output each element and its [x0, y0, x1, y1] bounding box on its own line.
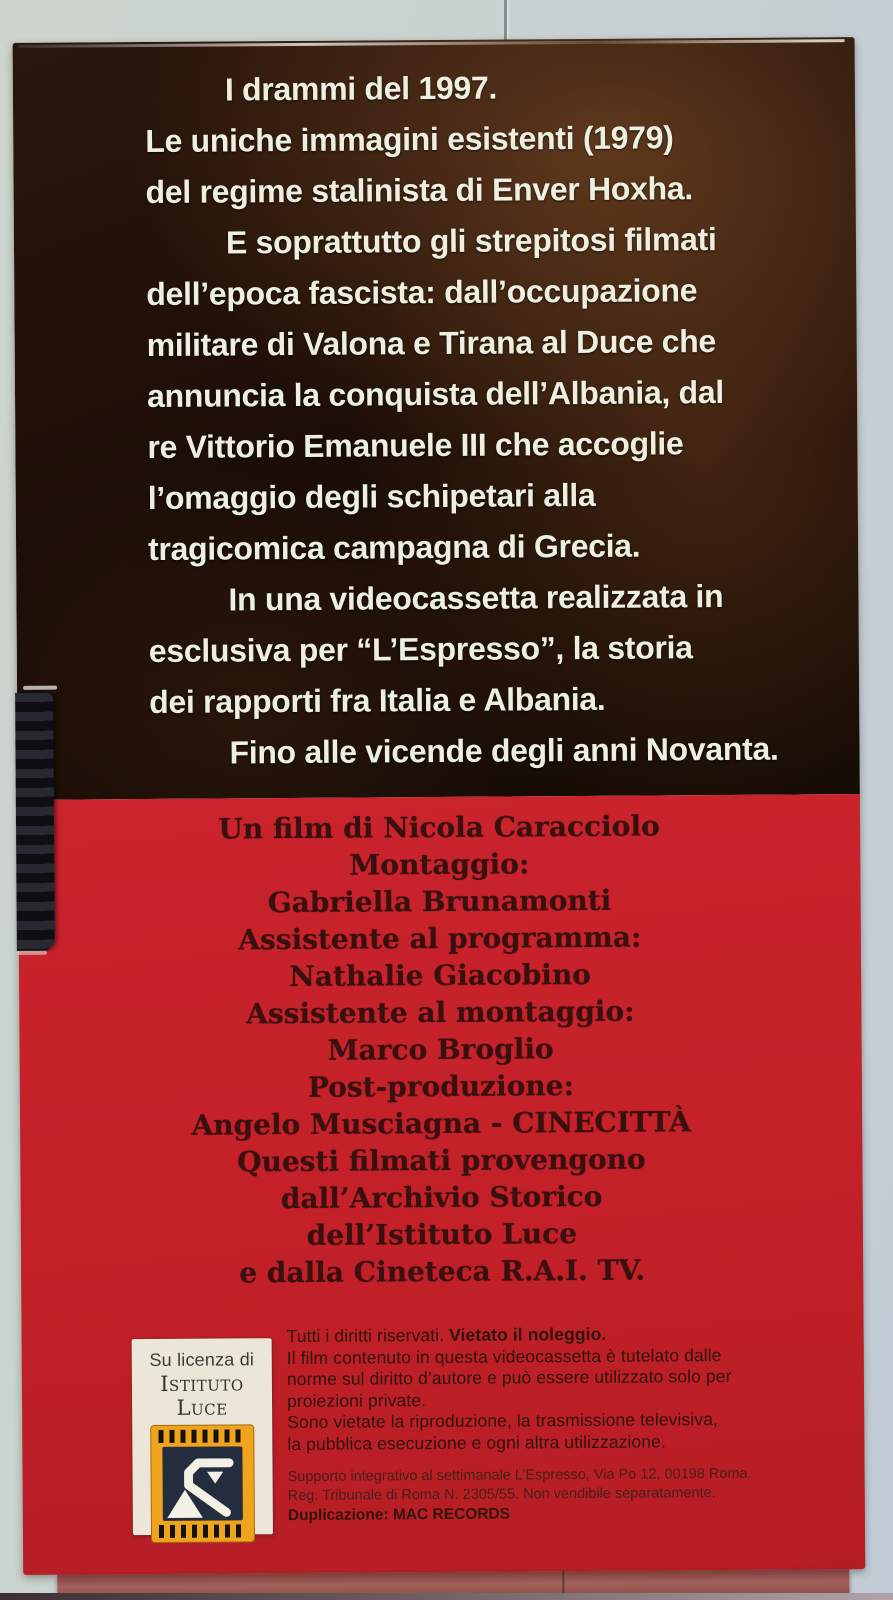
synopsis-line: militare di Valona e Tirana al Duce che [146, 323, 717, 364]
license-prefix-label: Su licenza di [149, 1349, 255, 1371]
credit-line: Marco Broglio [327, 1032, 554, 1067]
credit-line: Assistente al montaggio: [246, 994, 635, 1031]
credits-section [18, 794, 865, 1575]
synopsis-line: l’omaggio degli schipetari alla [147, 476, 596, 517]
credit-line: Questi filmati provengono [237, 1142, 646, 1179]
credit-line: Nathalie Giacobino [289, 957, 592, 994]
vhs-box-cover [13, 37, 866, 1575]
synopsis-line: annuncia la conquista dell’Albania, dal [146, 374, 725, 415]
credit-line: Montaggio: [349, 847, 530, 882]
synopsis-line: re Vittorio Emanuele III che accoglie [147, 425, 684, 466]
flap-seam-line [562, 1571, 564, 1598]
synopsis-line: esclusiva per “L’Espresso”, la storia [148, 629, 693, 670]
legal-line: Il film contenuto in questa videocassetta è tutelato dalle [286, 1344, 722, 1368]
luce-emblem-icon [162, 1446, 243, 1521]
legal-line: la pubblica esecuzione e ogni altra utilizzazione. [287, 1430, 666, 1454]
synopsis-section [13, 37, 860, 800]
box-bottom-flap [57, 1569, 849, 1600]
istituto-luce-logo-icon [151, 1425, 254, 1542]
synopsis-line: dell’epoca fascista: dall’occupazione [146, 272, 698, 313]
filmstrip-sprockets-bottom-icon [159, 1524, 247, 1538]
synopsis-line: del regime stalinista di Enver Hoxha. [145, 170, 694, 211]
synopsis-line: Le uniche immagini esistenti (1979) [145, 119, 674, 160]
credit-line: e dalla Cineteca R.A.I. TV. [239, 1253, 646, 1290]
duplication-credit-line: Duplicazione: MAC RECORDS [287, 1505, 511, 1525]
legal-line: norme sul diritto d’autore e può essere utilizzato solo per [286, 1365, 732, 1390]
legal-line: proiezioni private. [286, 1389, 427, 1411]
credit-line: Angelo Musciagna - CINECITTÀ [191, 1105, 691, 1142]
vhs-box-back [13, 37, 866, 1600]
synopsis-line: tragicomica campagna di Grecia. [147, 527, 641, 568]
istituto-luce-name: Istituto Luce [160, 1371, 244, 1420]
legal-line: Sono vietate la riproduzione, la trasmissione televisiva, [287, 1409, 719, 1433]
synopsis-line: In una videocassetta realizzata in [228, 578, 724, 618]
credit-line: dell’Istituto Luce [306, 1217, 578, 1252]
credit-line: dall’Archivio Storico [280, 1179, 603, 1216]
synopsis-line: Fino alle vicende degli anni Novanta. [229, 730, 779, 771]
cassette-grip-notch [15, 693, 55, 951]
istituto-luce-license-badge [132, 1338, 273, 1535]
synopsis-line: E soprattutto gli strepitosi filmati [225, 221, 717, 261]
synopsis-text-block [145, 61, 798, 780]
publisher-info-line: Supporto integrativo al settimanale L’Espresso, Via Po 12, 00198 Roma. [287, 1465, 752, 1486]
rental-forbidden-text: Vietato il noleggio. [449, 1323, 607, 1345]
credit-line: Assistente al programma: [238, 920, 642, 957]
synopsis-line: dei rapporti fra Italia e Albania. [149, 680, 606, 721]
filmstrip-sprockets-top-icon [158, 1429, 246, 1443]
legal-text-block [287, 1322, 858, 1525]
rights-reserved-text: Tutti i diritti riservati. [286, 1324, 450, 1347]
registration-info-line: Reg. Tribunale di Roma N. 2305/55. Non vendibile separatamente. [287, 1485, 716, 1505]
synopsis-line: I drammi del 1997. [224, 69, 498, 108]
credits-text-block [18, 806, 863, 1293]
credit-line: Un film di Nicola Caracciolo [218, 809, 660, 846]
credit-line: Gabriella Brunamonti [267, 883, 612, 920]
credit-line: Post-produzione: [307, 1069, 574, 1104]
